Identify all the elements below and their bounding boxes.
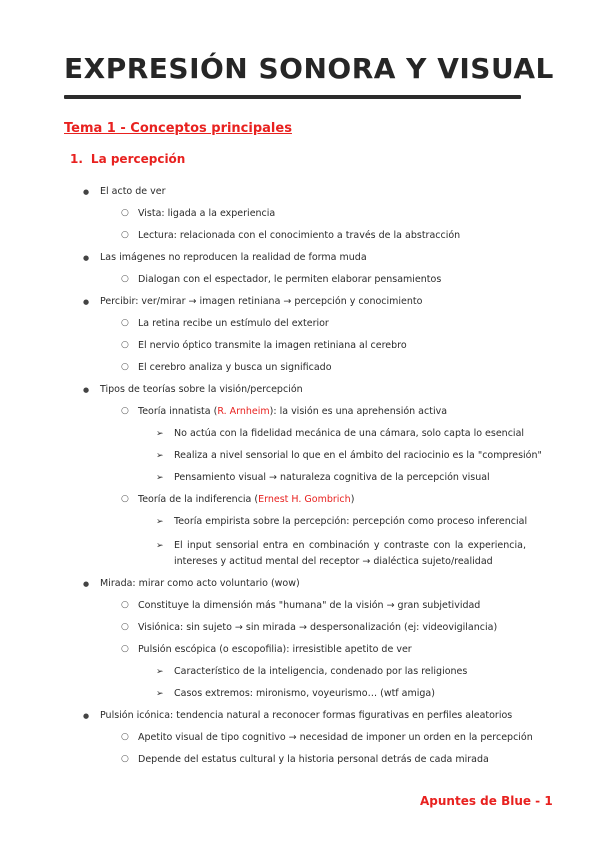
list-item: [138, 494, 354, 506]
item-text: Teoría innatista (: [138, 406, 218, 417]
tema-heading: Tema 1 - Conceptos principales: [64, 121, 292, 136]
list-item: ○ Vista: ligada a la experiencia: [138, 208, 275, 220]
list-item: ○ Depende del estatus cultural y la historia personal detrás de cada mirada: [138, 754, 489, 766]
item-text: ): la visión es una aprehensión activa: [269, 406, 448, 417]
list-item: ➢ Característico de la inteligencia, condenado por las religiones: [174, 666, 467, 678]
list-item: ● Mirada: mirar como acto voluntario (wow): [100, 578, 300, 590]
list-item: ➢ Teoría empirista sobre la percepción: percepción como proceso inferencial: [174, 516, 527, 528]
item-text: ): [350, 494, 355, 505]
title-underline: [64, 95, 521, 99]
list-item: ➢ Realiza a nivel sensorial lo que en el ámbito del raciocinio es la "compresión": [174, 450, 542, 462]
list-item: ➢ Pensamiento visual → naturaleza cognitiva de la percepción visual: [174, 472, 490, 484]
list-item: ○ El nervio óptico transmite la imagen retiniana al cerebro: [138, 340, 407, 352]
section-heading: [70, 152, 185, 166]
list-item: ➢ No actúa con la fidelidad mecánica de una cámara, solo capta lo esencial: [174, 428, 524, 440]
document-title: EXPRESIÓN SONORA Y VISUAL: [64, 52, 554, 85]
list-item: ○ Pulsión escópica (o escopofilia): irresistible apetito de ver: [138, 644, 412, 656]
list-item: [138, 406, 447, 418]
list-item: ○ La retina recibe un estímulo del exterior: [138, 318, 329, 330]
author-name: Ernest H. Gombrich: [258, 494, 351, 505]
page-footer: Apuntes de Blue - 1: [420, 794, 553, 808]
author-name: R. Arnheim: [217, 406, 270, 417]
section-title: La percepción: [90, 152, 186, 166]
list-item: ○ Lectura: relacionada con el conocimiento a través de la abstracción: [138, 230, 460, 242]
list-item: ○ El cerebro analiza y busca un significado: [138, 362, 332, 374]
list-item: ● Percibir: ver/mirar → imagen retiniana → percepción y conocimiento: [100, 296, 422, 308]
list-item: ● El acto de ver: [100, 186, 166, 198]
list-item: ● Las imágenes no reproducen la realidad de forma muda: [100, 252, 367, 264]
section-number: 1.: [70, 152, 83, 166]
list-item: ● Tipos de teorías sobre la visión/percepción: [100, 384, 303, 396]
list-item: ➢ Casos extremos: mironismo, voyeurismo… (wtf amiga): [174, 688, 435, 700]
list-item: ○ Constituye la dimensión más "humana" de la visión → gran subjetividad: [138, 600, 480, 612]
list-item: ○ Apetito visual de tipo cognitivo → necesidad de imponer un orden en la percepción: [138, 732, 533, 744]
list-item: ○ Dialogan con el espectador, le permiten elaborar pensamientos: [138, 274, 441, 286]
item-text: Teoría de la indiferencia (: [138, 494, 259, 505]
list-item: ● Pulsión icónica: tendencia natural a reconocer formas figurativas en perfiles aleatorios: [100, 710, 512, 722]
list-item: ➢ El input sensorial entra en combinación y contraste con la experiencia, intereses y actitud mental del receptor → dialéctica sujeto/realidad: [174, 538, 526, 570]
list-item: ○ Visiónica: sin sujeto → sin mirada → despersonalización (ej: videovigilancia): [138, 622, 497, 634]
